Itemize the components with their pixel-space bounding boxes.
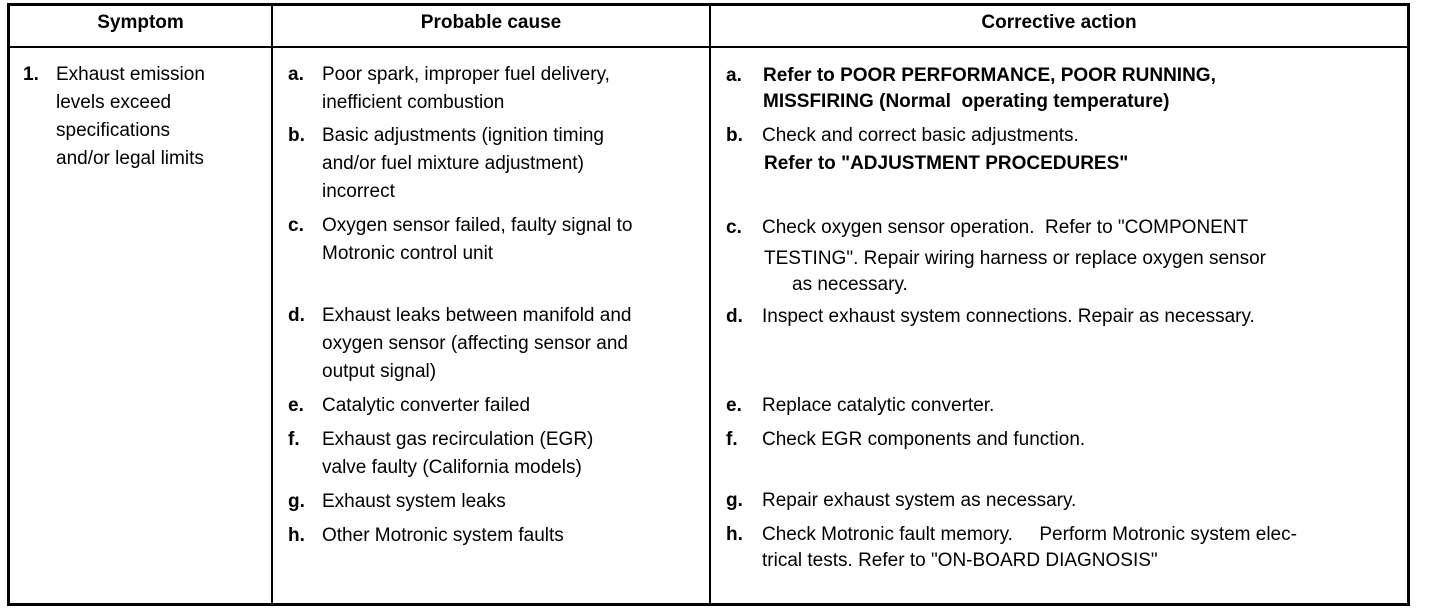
action-line: Replace catalytic converter. <box>762 395 995 416</box>
action-line: Refer to "ADJUSTMENT PROCEDURES" <box>764 153 1129 174</box>
action-letter: b. <box>726 125 743 146</box>
cause-line: Motronic control unit <box>322 243 494 264</box>
cause-line: incorrect <box>322 181 395 202</box>
cause-letter: f. <box>288 429 300 450</box>
action-letter: h. <box>726 524 743 545</box>
action-line: Check Motronic fault memory. Perform Motronic system elec- <box>762 524 1297 545</box>
action-letter: a. <box>726 65 742 86</box>
cause-line: Exhaust leaks between manifold and <box>322 305 632 326</box>
header-corrective-action: Corrective action <box>981 12 1137 33</box>
action-line: MISSFIRING (Normal operating temperature) <box>763 91 1170 112</box>
action-letter: c. <box>726 217 742 238</box>
header-probable-cause: Probable cause <box>420 12 562 33</box>
cause-letter: e. <box>288 395 304 416</box>
cause-line: Exhaust system leaks <box>322 491 506 512</box>
symptom-line: levels exceed <box>56 92 172 113</box>
cause-letter: c. <box>288 215 304 236</box>
cause-letter: d. <box>288 305 305 326</box>
action-line: trical tests. Refer to "ON-BOARD DIAGNOSIS" <box>762 550 1158 571</box>
cause-letter: g. <box>288 491 305 512</box>
cause-letter: a. <box>288 64 304 85</box>
cause-letter: b. <box>288 125 305 146</box>
column-divider-cause <box>709 6 711 603</box>
cause-line: inefficient combustion <box>322 92 505 113</box>
cause-line: Basic adjustments (ignition timing <box>322 125 604 146</box>
cause-letter: h. <box>288 525 305 546</box>
cause-line: valve faulty (California models) <box>322 457 582 478</box>
cause-line: Poor spark, improper fuel delivery, <box>322 64 610 85</box>
cause-line: and/or fuel mixture adjustment) <box>322 153 584 174</box>
cause-line: output signal) <box>322 361 437 382</box>
action-letter: f. <box>726 429 738 450</box>
action-line: Check and correct basic adjustments. <box>762 125 1079 146</box>
action-line: Check oxygen sensor operation. Refer to "COMPONENT <box>762 217 1249 238</box>
troubleshooting-table <box>7 3 1410 606</box>
action-letter: d. <box>726 306 743 327</box>
cause-line: Exhaust gas recirculation (EGR) <box>322 429 594 450</box>
action-line: as necessary. <box>792 274 908 295</box>
action-line: TESTING". Repair wiring harness or replace oxygen sensor <box>764 248 1267 269</box>
symptom-number: 1. <box>23 64 39 85</box>
cause-line: Other Motronic system faults <box>322 525 564 546</box>
symptom-line: Exhaust emission <box>56 64 205 85</box>
action-line: Check EGR components and function. <box>762 429 1086 450</box>
action-letter: g. <box>726 490 743 511</box>
action-line: Inspect exhaust system connections. Repair as necessary. <box>762 306 1255 327</box>
action-line: Refer to POOR PERFORMANCE, POOR RUNNING, <box>763 65 1216 86</box>
cause-line: Catalytic converter failed <box>322 395 531 416</box>
symptom-line: and/or legal limits <box>56 148 204 169</box>
action-letter: e. <box>726 395 742 416</box>
symptom-line: specifications <box>56 120 171 141</box>
column-divider-symptom <box>271 6 273 603</box>
action-line: Repair exhaust system as necessary. <box>762 490 1077 511</box>
cause-line: Oxygen sensor failed, faulty signal to <box>322 215 633 236</box>
cause-line: oxygen sensor (affecting sensor and <box>322 333 628 354</box>
header-divider <box>10 46 1407 48</box>
header-symptom: Symptom <box>97 12 184 33</box>
